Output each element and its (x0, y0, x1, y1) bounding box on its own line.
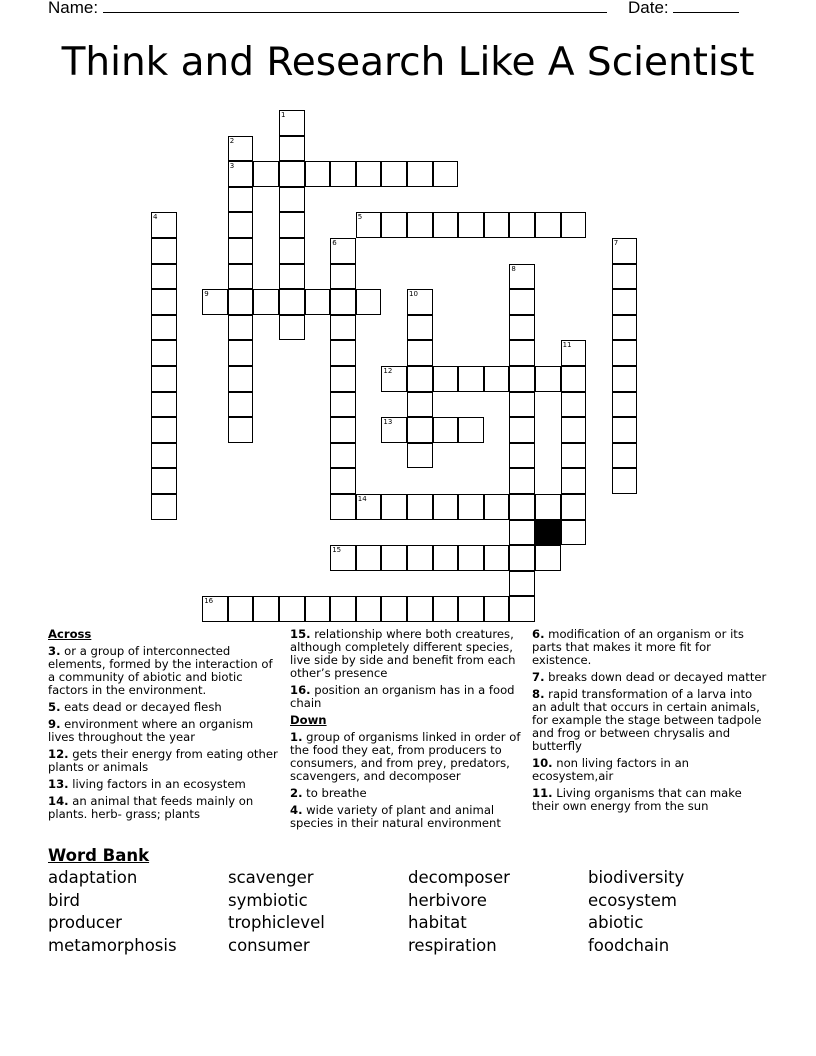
clue-across-12: 12. gets their energy from eating other plants or animals (48, 747, 278, 774)
crossword-cell[interactable] (535, 545, 561, 571)
clue-down-6: 6. modification of an organism or its parts that makes it more fit for existence. (532, 627, 744, 667)
clue-number: 15 (332, 546, 342, 555)
crossword-cell[interactable] (356, 494, 382, 520)
crossword-cell[interactable] (330, 443, 356, 469)
crossword-cell[interactable] (509, 366, 535, 392)
crossword-cell[interactable] (279, 289, 305, 315)
crossword-cell[interactable] (407, 596, 433, 622)
crossword-cell[interactable] (330, 468, 356, 494)
crossword-cell[interactable] (535, 494, 561, 520)
crossword-cell[interactable] (228, 212, 254, 238)
clue-down-7: 7. breaks down dead or decayed matter (532, 670, 767, 684)
word-bank-item: herbivore (408, 890, 487, 910)
crossword-cell[interactable] (356, 161, 382, 187)
crossword-cell[interactable] (228, 264, 254, 290)
word-bank-column-3 (408, 867, 510, 957)
crossword-cell[interactable] (151, 417, 177, 443)
crossword-cell[interactable] (330, 315, 356, 341)
crossword-cell[interactable] (561, 417, 587, 443)
word-bank-column-1 (48, 867, 177, 957)
crossword-cell[interactable] (407, 417, 433, 443)
word-bank-item: consumer (228, 935, 310, 955)
name-label: Name: (48, 0, 99, 17)
crossword-cell[interactable] (484, 596, 510, 622)
word-bank-title: Word Bank (48, 846, 150, 865)
crossword-cell[interactable] (407, 289, 433, 315)
crossword-cell[interactable] (381, 417, 407, 443)
word-bank-item: respiration (408, 935, 497, 955)
crossword-cell[interactable] (305, 596, 331, 622)
clue-across-5: 5. eats dead or decayed flesh (48, 700, 222, 714)
clue-across-15: 15. relationship where both creatures, although completely different species, live side by side and benefit from each other’s presence (290, 627, 516, 680)
crossword-cell[interactable] (279, 264, 305, 290)
word-bank-item: decomposer (408, 868, 510, 887)
crossword-cell[interactable] (279, 161, 305, 187)
crossword-cell[interactable] (407, 161, 433, 187)
crossword-cell[interactable] (202, 596, 228, 622)
crossword-cell[interactable] (356, 212, 382, 238)
crossword-cell[interactable] (253, 596, 279, 622)
crossword-cell[interactable] (509, 520, 535, 546)
clue-number: 13 (383, 418, 393, 427)
crossword-cell[interactable] (509, 289, 535, 315)
crossword-cell[interactable] (381, 161, 407, 187)
clue-across-13: 13. living factors in an ecosystem (48, 777, 246, 791)
crossword-cell[interactable] (561, 443, 587, 469)
word-bank-item: metamorphosis (48, 935, 177, 955)
crossword-cell[interactable] (381, 494, 407, 520)
crossword-cell[interactable] (407, 315, 433, 341)
crossword-cell[interactable] (509, 264, 535, 290)
crossword-cell[interactable] (228, 187, 254, 213)
clue-down-2: 2. to breathe (290, 786, 367, 800)
word-bank-item: biodiversity (588, 868, 685, 887)
crossword-cell[interactable] (407, 545, 433, 571)
clue-number: 10 (409, 290, 418, 299)
crossword-cell[interactable] (330, 392, 356, 418)
word-bank-item: foodchain (588, 935, 670, 955)
across-heading: Across (48, 627, 92, 641)
crossword-cell[interactable] (458, 366, 484, 392)
crossword-cell[interactable] (433, 545, 459, 571)
word-bank-item: symbiotic (228, 890, 308, 910)
crossword-cell[interactable] (535, 366, 561, 392)
crossword-cell[interactable] (381, 545, 407, 571)
crossword-cell[interactable] (330, 417, 356, 443)
crossword-cell[interactable] (612, 443, 638, 469)
crossword-cell[interactable] (509, 417, 535, 443)
crossword-cell[interactable] (279, 315, 305, 341)
word-bank-item: bird (48, 890, 81, 910)
clue-number: 8 (511, 264, 516, 273)
clues-column-2 (290, 628, 526, 834)
word-bank-item: trophiclevel (228, 913, 325, 932)
crossword-cell[interactable] (228, 366, 254, 392)
crossword-cell[interactable] (228, 596, 254, 622)
word-bank-column-2 (228, 867, 325, 957)
crossword-cell[interactable] (330, 238, 356, 264)
crossword-cell[interactable] (612, 340, 638, 366)
crossword-cell[interactable] (433, 417, 459, 443)
crossword-cell[interactable] (509, 315, 535, 341)
clue-across-3: 3. or a group of interconnected elements, formed by the interaction of a community of abiotic and biotic factors in the environment. (48, 644, 273, 697)
crossword-cell[interactable] (407, 443, 433, 469)
crossword-cell[interactable] (151, 315, 177, 341)
crossword-cell[interactable] (381, 366, 407, 392)
crossword-cell[interactable] (561, 468, 587, 494)
crossword-cell[interactable] (253, 161, 279, 187)
crossword-cell[interactable] (151, 340, 177, 366)
crossword-cell[interactable] (509, 571, 535, 597)
crossword-cell[interactable] (561, 494, 587, 520)
crossword-cell[interactable] (561, 366, 587, 392)
crossword-cell[interactable] (228, 315, 254, 341)
crossword-cell[interactable] (407, 212, 433, 238)
crossword-cell[interactable] (151, 212, 177, 238)
crossword-cell[interactable] (330, 340, 356, 366)
crossword-cell[interactable] (433, 212, 459, 238)
crossword-cell[interactable] (509, 212, 535, 238)
crossword-cell[interactable] (433, 494, 459, 520)
crossword-cell[interactable] (612, 392, 638, 418)
crossword-cell[interactable] (151, 392, 177, 418)
crossword-cell[interactable] (407, 494, 433, 520)
clue-number: 2 (229, 136, 235, 145)
crossword-cell[interactable] (458, 596, 484, 622)
crossword-cell[interactable] (228, 340, 254, 366)
crossword-cell[interactable] (458, 494, 484, 520)
crossword-cell[interactable] (228, 417, 254, 443)
crossword-cell[interactable] (151, 264, 177, 290)
crossword-cell[interactable] (228, 289, 254, 315)
crossword-cell[interactable] (151, 468, 177, 494)
crossword-cell[interactable] (330, 596, 356, 622)
crossword-cell[interactable] (407, 340, 433, 366)
word-bank-item: producer (48, 913, 122, 932)
crossword-cell[interactable] (279, 212, 305, 238)
crossword-cell[interactable] (612, 238, 638, 264)
crossword-cell[interactable] (612, 366, 638, 392)
crossword-cell[interactable] (151, 238, 177, 264)
clue-number: 11 (562, 341, 572, 350)
clue-number: 14 (357, 495, 367, 503)
crossword-cell[interactable] (509, 392, 535, 418)
clues-column-3 (532, 628, 768, 817)
page-title: Think and Research Like A Scientist (61, 40, 755, 85)
word-bank-item: scavenger (228, 868, 314, 887)
crossword-cell[interactable] (612, 289, 638, 315)
crossword-cell[interactable] (279, 110, 305, 136)
crossword-cell[interactable] (612, 468, 638, 494)
crossword-cell[interactable] (433, 596, 459, 622)
crossword-cell[interactable] (228, 238, 254, 264)
clue-number: 5 (357, 213, 363, 222)
crossword-cell[interactable] (279, 136, 305, 162)
crossword-cell[interactable] (305, 161, 331, 187)
crossword-cell[interactable] (151, 289, 177, 315)
crossword-cell[interactable] (612, 315, 638, 341)
crossword-cell[interactable] (561, 212, 587, 238)
word-bank-item: abiotic (588, 913, 644, 932)
crossword-cell[interactable] (458, 417, 484, 443)
down-heading: Down (290, 713, 327, 727)
clue-across-14: 14. an animal that feeds mainly on plants. herb- grass; plants (48, 794, 254, 821)
crossword-cell[interactable] (381, 212, 407, 238)
clue-down-11: 11. Living organisms that can make their own energy from the sun (532, 786, 742, 813)
crossword-cell[interactable] (612, 417, 638, 443)
crossword-cell[interactable] (381, 596, 407, 622)
clue-down-4: 4. wide variety of plant and animal species in their natural environment (290, 803, 501, 830)
crossword-cell[interactable] (202, 289, 228, 315)
crossword-cell[interactable] (356, 596, 382, 622)
crossword-cell[interactable] (509, 596, 535, 622)
crossword-cell[interactable] (484, 212, 510, 238)
clue-down-10: 10. non living factors in an ecosystem,air (532, 756, 690, 783)
word-bank-item: habitat (408, 913, 467, 932)
crossword-cell[interactable] (330, 545, 356, 571)
crossword-cell[interactable] (253, 289, 279, 315)
crossword-cell[interactable] (279, 187, 305, 213)
crossword-cell[interactable] (433, 161, 459, 187)
crossword-cell[interactable] (407, 392, 433, 418)
crossword-cell[interactable] (561, 392, 587, 418)
clue-number: 1 (281, 111, 286, 119)
clue-number: 4 (153, 213, 158, 222)
crossword-cell[interactable] (433, 366, 459, 392)
clue-number: 9 (204, 290, 209, 299)
clues-column-1 (48, 628, 280, 825)
clue-across-9: 9. environment where an organism lives throughout the year (48, 717, 254, 744)
crossword-cell[interactable] (151, 366, 177, 392)
crossword-cell[interactable] (484, 545, 510, 571)
clue-number: 3 (229, 162, 235, 171)
word-bank-item: adaptation (48, 868, 138, 887)
crossword-cell[interactable] (509, 545, 535, 571)
crossword-cell[interactable] (151, 443, 177, 469)
crossword-cell[interactable] (612, 264, 638, 290)
crossword-cell[interactable] (356, 545, 382, 571)
crossword-cell[interactable] (561, 340, 587, 366)
crossword-cell[interactable] (330, 289, 356, 315)
crossword-cell[interactable] (330, 366, 356, 392)
crossword-cell[interactable] (330, 264, 356, 290)
crossword-cell[interactable] (407, 366, 433, 392)
clue-across-16: 16. position an organism has in a food chain (290, 683, 515, 710)
crossword-cell[interactable] (535, 212, 561, 238)
crossword-cell[interactable] (151, 494, 177, 520)
crossword-cell[interactable] (509, 494, 535, 520)
crossword-cell[interactable] (509, 340, 535, 366)
crossword-cell[interactable] (458, 545, 484, 571)
crossword-cell[interactable] (458, 212, 484, 238)
crossword-block (535, 520, 561, 546)
clue-number: 16 (204, 597, 214, 606)
clue-number: 6 (332, 239, 337, 247)
crossword-cell[interactable] (509, 443, 535, 469)
crossword-cell[interactable] (228, 392, 254, 418)
crossword-cell[interactable] (561, 520, 587, 546)
clue-number: 12 (383, 367, 393, 375)
clue-down-1: 1. group of organisms linked in order of the food they eat, from producers to consumers, and from prey, predators, scavengers, and decomposer (290, 730, 521, 783)
crossword-cell[interactable] (279, 596, 305, 622)
crossword-cell[interactable] (509, 468, 535, 494)
crossword-cell[interactable] (484, 494, 510, 520)
crossword-cell[interactable] (356, 289, 382, 315)
clue-number: 7 (613, 239, 619, 247)
word-bank-column-4 (588, 867, 684, 957)
crossword-cell[interactable] (484, 366, 510, 392)
crossword-cell[interactable] (228, 161, 254, 187)
word-bank-item: ecosystem (588, 890, 677, 910)
date-label: Date: (628, 0, 669, 17)
clue-down-8: 8. rapid transformation of a larva into an adult that occurs in certain animals, for example the stage between tadpole and frog or between chrysalis and butterfly (532, 687, 762, 753)
crossword-cell[interactable] (228, 136, 254, 162)
crossword-cell[interactable] (330, 161, 356, 187)
crossword-cell[interactable] (305, 289, 331, 315)
crossword-cell[interactable] (330, 494, 356, 520)
crossword-cell[interactable] (279, 238, 305, 264)
